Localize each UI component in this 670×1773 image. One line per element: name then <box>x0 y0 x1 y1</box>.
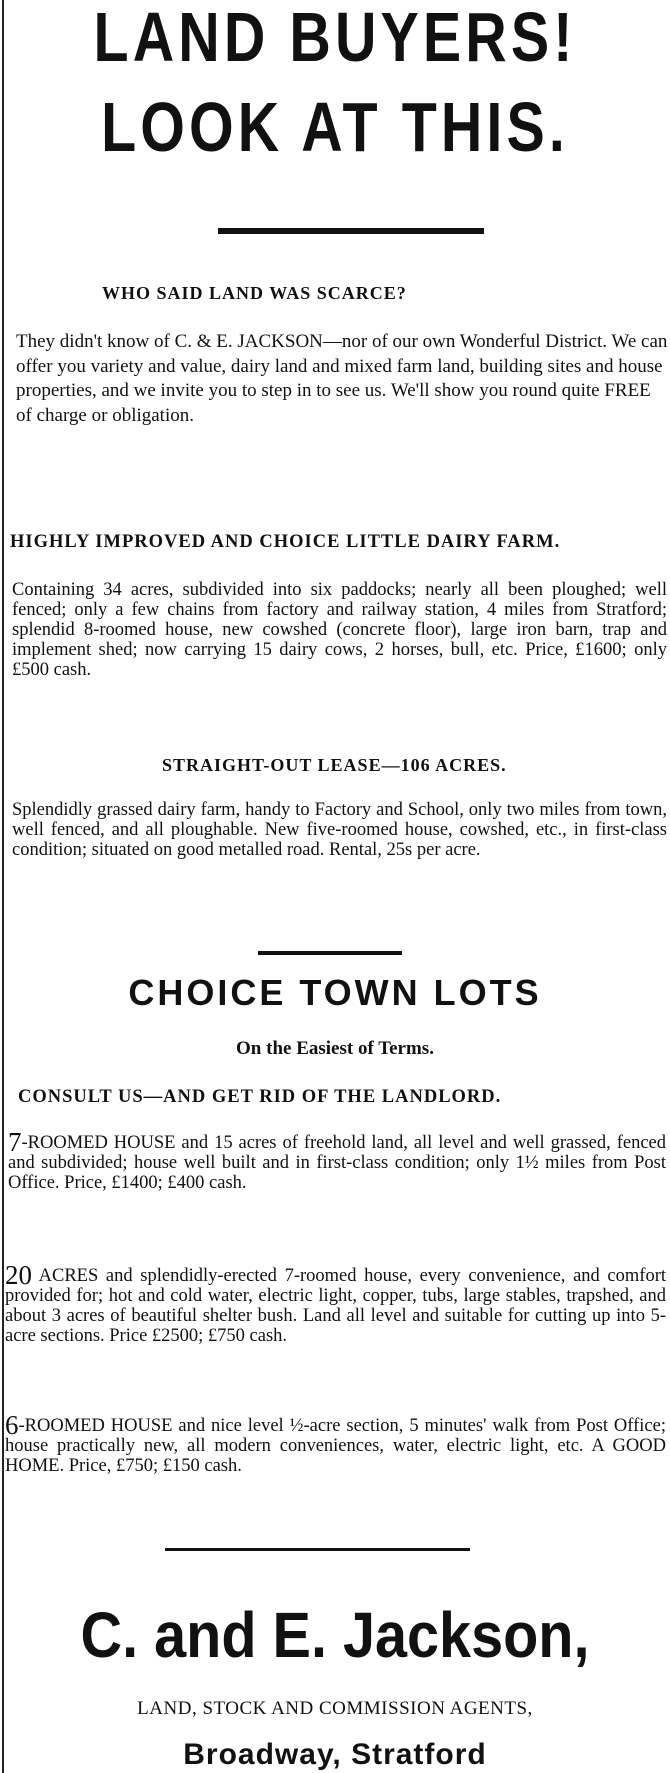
headline-line2: LOOK AT THIS. <box>101 88 569 166</box>
intro-question: WHO SAID LAND WAS SCARCE? <box>102 283 407 303</box>
headline-line1: LAND BUYERS! <box>93 0 577 76</box>
item-lead-numeral: 20 <box>5 1260 32 1290</box>
town-lot-item-2 <box>5 1260 666 1346</box>
listing-body-dairy-farm: Containing 34 acres, subdivided into six paddocks; nearly all been ploughed; well fenced; only a few chains from factory and railway station, 4 miles from Stratford; splendid 8-roomed house, new cowshed (concrete floor), large iron barn, trap and implement shed; now carrying 15 dairy cows, 2 horses, bull, etc. Price, £1600; only £500 cash. <box>12 580 667 680</box>
divider-rule-1 <box>218 228 484 234</box>
consult-line: CONSULT US—AND GET RID OF THE LANDLORD. <box>18 1087 502 1107</box>
item-text: -ROOMED HOUSE and 15 acres of freehold land, all level and well grassed, fenced and subdivided; house well built and in first-class condition; only 1½ miles from Post Office. Price, £1400; £400 cash. <box>8 1133 666 1193</box>
town-lots-subtitle: On the Easiest of Terms. <box>236 1038 434 1059</box>
item-text: ACRES and splendidly-erected 7-roomed house, every convenience, and comfort provided for; hot and cold water, electric light, copper, tubs, large stables, trapshed, and about 3 acres of beautiful shelter bush. Land all level and suitable for cutting up into 5-acre sections. Price £2500; £750 cash. <box>5 1266 666 1346</box>
divider-rule-3 <box>165 1548 470 1551</box>
firm-role: LAND, STOCK AND COMMISSION AGENTS, <box>137 1698 533 1719</box>
divider-rule-2 <box>258 951 402 955</box>
town-lot-item-3 <box>5 1410 666 1476</box>
item-lead-numeral: 7 <box>8 1127 22 1157</box>
town-lots-title: CHOICE TOWN LOTS <box>128 972 542 1013</box>
firm-address: Broadway, Stratford <box>183 1738 487 1771</box>
intro-body: They didn't know of C. & E. JACKSON—nor of our own Wonderful District. We can offer you variety and value, dairy land and mixed farm land, building sites and house properties, and we invite you to step in to see us. We'll show you round quite FREE of charge or obligation. <box>16 331 668 426</box>
item-text: -ROOMED HOUSE and nice level ½-acre section, 5 minutes' walk from Post Office; house practically new, all modern conveniences, water, electric light, etc. A GOOD HOME. Price, £750; £150 cash. <box>5 1416 666 1476</box>
left-column-rule <box>2 0 4 1773</box>
town-lot-item-1 <box>8 1127 666 1193</box>
listing-heading-dairy-farm: HIGHLY IMPROVED AND CHOICE LITTLE DAIRY FARM. <box>10 532 561 552</box>
firm-name: C. and E. Jackson, <box>80 1599 590 1671</box>
item-lead-numeral: 6 <box>5 1410 19 1440</box>
listing-body-lease: Splendidly grassed dairy farm, handy to Factory and School, only two miles from town, well fenced, and all ploughable. New five-roomed house, cowshed, etc., in first-class condition; situated on good metalled road. Rental, 25s per acre. <box>12 800 667 860</box>
listing-heading-lease: STRAIGHT-OUT LEASE—106 ACRES. <box>162 755 507 775</box>
